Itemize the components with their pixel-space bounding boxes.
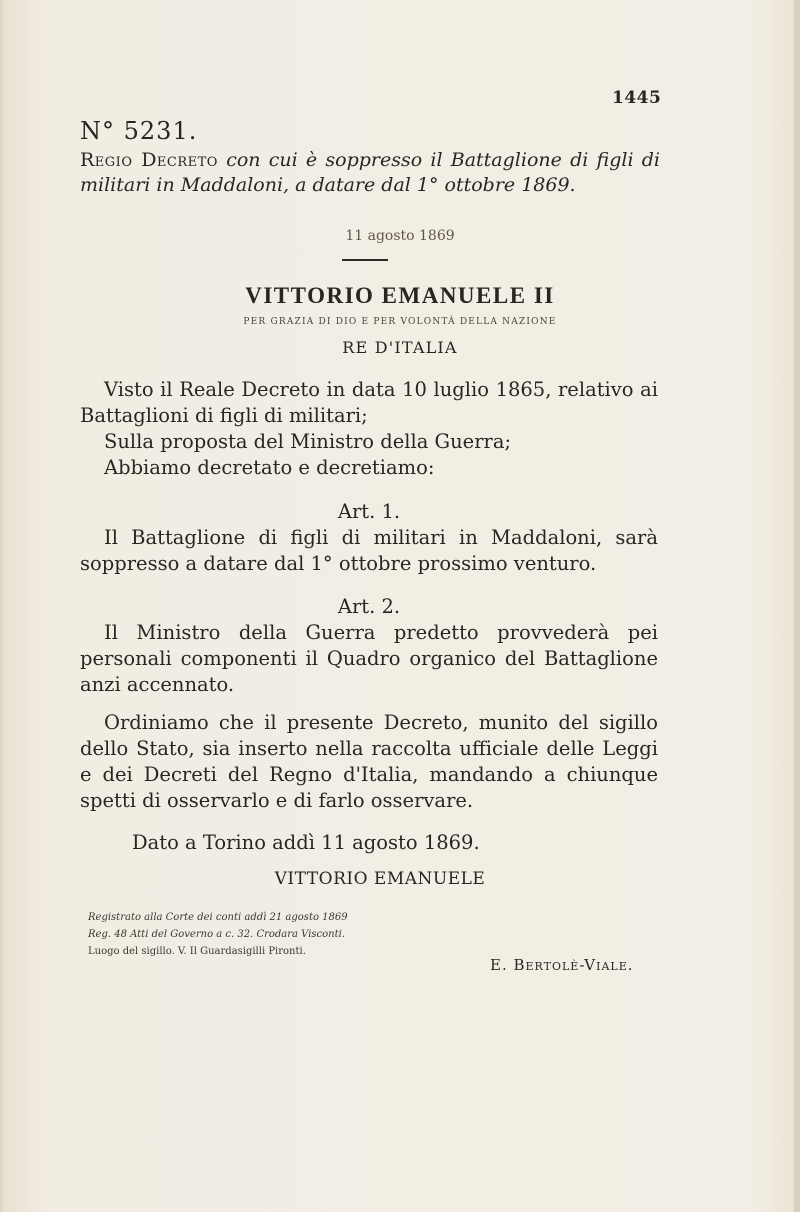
sovereign-name: VITTORIO EMANUELE II [245,283,555,308]
registration-line: Luogo del sigillo. V. Il Guardasigilli Pironti. [88,946,306,957]
registration-line: Registrato alla Corte dei conti addì 21 agosto 1869 [88,912,348,923]
preamble-line: Abbiamo decretato e decretiamo: [104,456,435,479]
preamble-line: Sulla proposta del Ministro della Guerra; [104,430,512,453]
preamble [80,377,658,481]
preamble-line: Visto il Reale Decreto in data 10 luglio 1865, relativo ai Battaglioni di figli di militari; [80,378,658,427]
signature: VITTORIO EMANUELE [274,869,486,889]
page-edge-left [0,0,3,1212]
closing-text: Ordiniamo che il presente Decreto, munito del sigillo dello Stato, sia inserto nella raccolta ufficiale delle Leggi e dei Decreti del Regno d'Italia, mandando a chiunque spetti di osservarlo e di farlo osservare. [80,711,658,812]
sovereign-title: RE D'ITALIA [342,338,458,357]
article-2 [80,594,658,698]
decree-heading [80,148,660,198]
decree-heading-text: con cui è soppresso il Battaglione di figli di militari in Maddaloni, a datare dal 1° ottobre 1869. [80,149,660,196]
article-text: Il Battaglione di figli di militari in Maddaloni, sarà soppresso a datare dal 1° ottobre prossimo venturo. [80,526,658,575]
registration-line: Reg. 48 Atti del Governo a c. 32. Crodara Visconti. [88,929,346,940]
decree-heading-label: Regio Decreto [80,149,218,171]
article-1 [80,499,658,577]
divider-rule [342,259,388,261]
decree-number: N° 5231. [80,117,198,145]
page-number: 1445 [612,88,662,108]
article-heading: Art. 2. [337,595,401,618]
registration-note [88,909,348,960]
given-at-text: Dato a Torino addì 11 agosto 1869. [132,831,480,854]
decree-date: 11 agosto 1869 [345,228,455,244]
closing-formula [80,710,658,814]
countersignature: E. Bertolè-Viale. [490,956,634,974]
sovereign-grace: PER GRAZIA DI DIO E PER VOLONTÀ DELLA NAZIONE [243,317,557,327]
page-edge-right [794,0,800,1212]
article-heading: Art. 1. [337,500,401,523]
article-text: Il Ministro della Guerra predetto provvederà pei personali componenti il Quadro organico del Battaglione anzi accennato. [80,621,658,696]
given-at [80,830,658,856]
